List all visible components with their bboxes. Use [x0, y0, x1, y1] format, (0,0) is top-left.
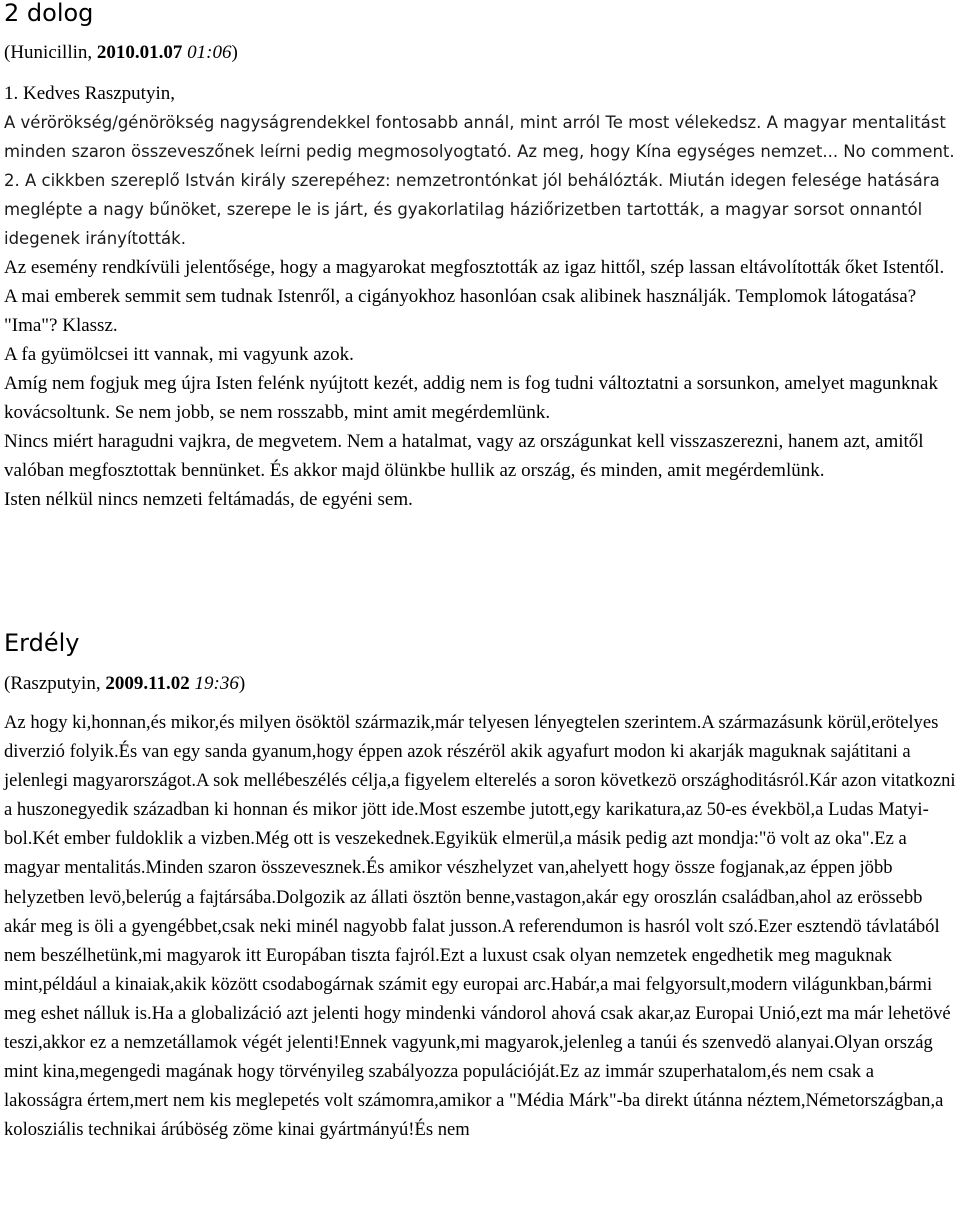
comment-paragraph: 1. Kedves Raszputyin, [4, 83, 175, 104]
comment-paragraph: 2. A cikkben szereplő István király szerepéhez: nemzetrontónkat jól behálózták. Miután idegen felesége hatására meglépte a nagy bűnöket, szerepe le is járt, és gyakorlatilag háziőrizetben tartották, a magyar sorsot onnantól idegenek irányították. [4, 171, 940, 248]
comment-author: Raszputyin [10, 673, 96, 694]
comment-title: 2 dolog [4, 0, 94, 27]
comment-body [4, 79, 956, 514]
comment-paragraph: Az esemény rendkívüli jelentősége, hogy a magyarokat megfosztották az igaz hittől, szép lassan eltávolították őket Istentől. A mai emberek semmit sem tudnak Istenről, a cigányokhoz hasonlóan csak alibinek használják. Templomok látogatása? "Ima"? Klassz. [4, 257, 945, 336]
comment-paragraph: Amíg nem fogjuk meg újra Isten felénk nyújtott kezét, addig nem is fog tudni változtatni a sorsunkon, amelyet magunknak kovácsoltunk. Se nem jobb, se nem rosszabb, mint amit megérdemlünk. [4, 373, 938, 423]
comment-meta: (Hunicillin, 2010.01.07 01:06) [4, 42, 238, 63]
comment-author: Hunicillin [10, 42, 88, 63]
comment-paragraph: Isten nélkül nincs nemzeti feltámadás, de egyéni sem. [4, 489, 413, 510]
comment-title: Erdély [4, 629, 80, 657]
comment-paragraph: A fa gyümölcsei itt vannak, mi vagyunk azok. [4, 344, 354, 365]
comment-paragraph: Az hogy ki,honnan,és mikor,és milyen ösöktöl származik,már telyesen lényegtelen szerintem.A származásunk körül,erötelyes diverzió folyik.És van egy sanda gyanum,hogy éppen azok részéröl akik agyafurt modon ki akarják maguknak sajátitani a jelenlegi magyarországot.A sok mellébeszélés célja,a figyelem elterelés a soron következö országhoditásról.Kár azon vitatkozni a huszonegyedik században ki honnan és mikor jött ide.Most eszembe jutott,egy karikatura,az 50-es évekböl,a Ludas Matyi-bol.Két ember fuldoklik a vizben.Még ott is veszekednek.Egyikük elmerül,a másik pedig azt mondja:"ö volt az oka".Ez a magyar mentalitás.Minden szaron összevesznek.És amikor vészhelyzet van,ahelyett hogy össze fogjanak,az éppen jöbb helyzetben levö,belerúg a fajtársába.Dolgozik az állati ösztön benne,vastagon,akár egy oroszlán családban,ahol az erössebb akár meg is öli a gyengébbet,csak neki minél nagyobb falat jusson.A referendumon is hasról volt szó.Ezer esztendö távlatából nem beszélhetünk,mi magyarok itt Europában tiszta fajról.Ezt a luxust csak olyan nemzetek engedhetik meg maguknak mint,például a kinaiak,akik között csodabogárnak számit egy europai arc.Habár,a mai felgyorsult,modern világunkban,bármi meg eshet nálluk is.Ha a globalizáció azt jelenti hogy mindenki vándorol ahová csak akar,az Europai Unió,ezt ma már lehetövé teszi,akkor ez a nemzetállamok végét jelenti!Ennek vagyunk,mi magyarok,jelenleg a tanúi és szenvedö alanyai.Olyan ország mint kina,megengedi magának hogy törvényileg szabályozza populációját.Ez az immár szuperhatalom,és nem csak a lakosságra értem,mert nem kis meglepetés volt számomra,amikor a "Média Márk"-ba direkt útánna néztem,Németországban,a kolosziális technikai árúböség zöme kinai gyártmányú!És nem [4, 712, 956, 1141]
comment-paragraph: A vérörökség/génörökség nagyságrendekkel fontosabb annál, mint arról Te most vélekedsz. A magyar mentalitást minden szaron összeveszőnek leírni pedig megmosolyogtató. Az meg, hogy Kína egységes nemzet... No comment. [4, 113, 955, 161]
comment-meta: (Raszputyin, 2009.11.02 19:36) [4, 673, 246, 694]
comment-time: 19:36 [194, 673, 239, 694]
comment-paragraph: Nincs miért haragudni vajkra, de megvetem. Nem a hatalmat, vagy az országunkat kell visszaszerezni, hanem azt, amitől valóban megfosztottak bennünket. És akkor majd ölünkbe hullik az ország, és minden, amit megérdemlünk. [4, 431, 924, 481]
comment-date: 2009.11.02 [105, 673, 190, 694]
comment-date: 2010.01.07 [96, 42, 183, 63]
comment-body [4, 708, 956, 1144]
comment-time: 01:06 [187, 42, 232, 63]
